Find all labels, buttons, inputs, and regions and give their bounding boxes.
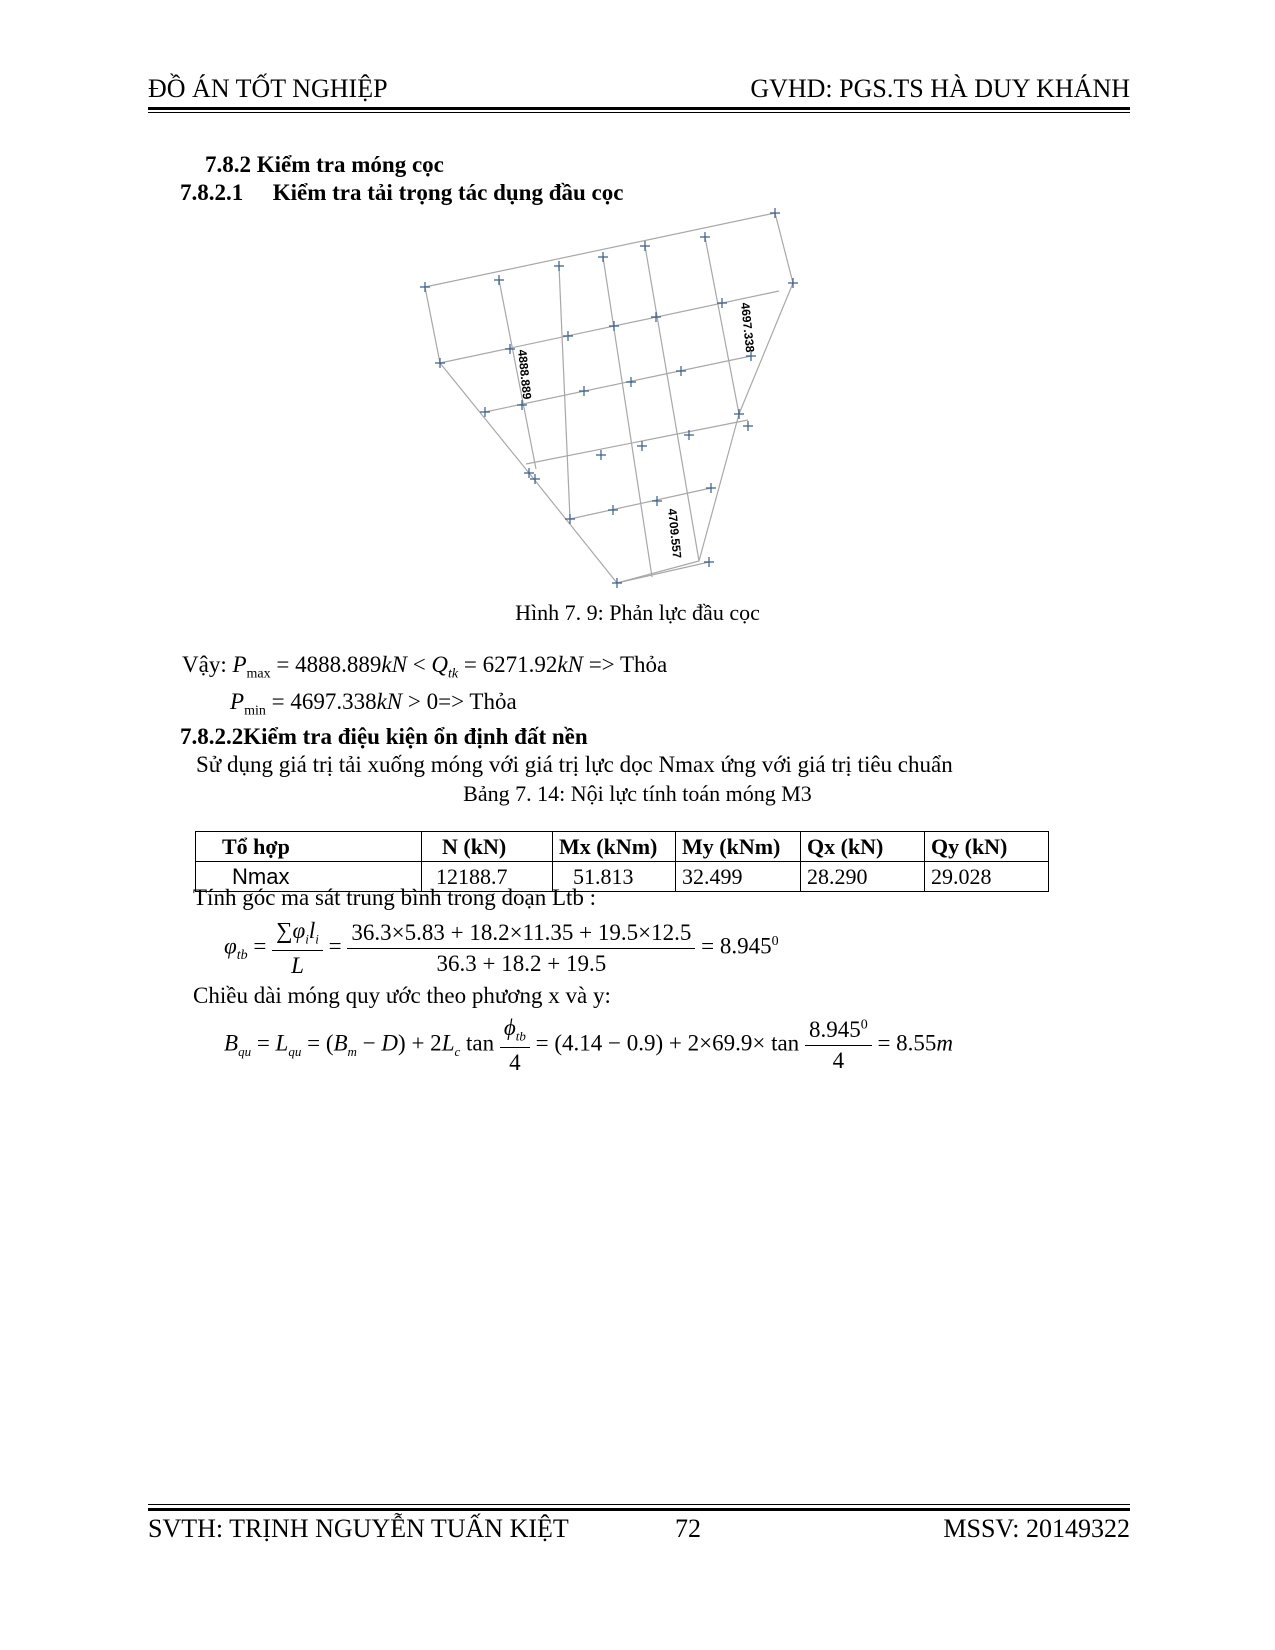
pile-cap-outline (440, 363, 529, 473)
friction-result: = 8.945 (701, 933, 772, 959)
cell-qx: 28.290 (801, 862, 925, 892)
pile-node-marker (598, 252, 608, 262)
pile-node-marker (652, 496, 662, 506)
pile-node-marker (626, 377, 636, 387)
cell-combination: Nmax (196, 862, 422, 892)
heading-number: 7.8.2.1 (180, 180, 244, 205)
pile-node-marker (651, 312, 661, 322)
pile-node-marker (420, 282, 430, 292)
page-number: 72 (675, 1514, 701, 1543)
reaction-label-3: 4709.557 (665, 507, 685, 560)
pile-node-marker (743, 421, 753, 431)
header-right: GVHD: PGS.TS HÀ DUY KHÁNH (750, 74, 1130, 103)
pile-node-marker (608, 505, 618, 515)
friction-formula: $\varphi_{tb}$ = $\frac{\sum\varphi_il_i}{L}$ = $\frac{36.3\times 5.83 + 18.2\times 11.35 + 19.5\times 12.5}{36.3 + 18.2 + 19.5}$ = $8.945^0$ (224, 918, 779, 978)
cell-my: 32.499 (676, 862, 801, 892)
pile-cap-outline (425, 287, 440, 363)
pile-node-marker (788, 278, 798, 288)
pile-node-marker (563, 331, 573, 341)
pile-node-marker (554, 261, 564, 271)
pile-node-marker (579, 386, 589, 396)
pile-node-marker (706, 483, 716, 493)
pile-cap-outline (699, 414, 739, 561)
length-result: = 8.55 (877, 1030, 937, 1056)
pile-node-marker (640, 241, 650, 251)
heading-text: Kiểm tra tải trọng tác dụng đầu cọc (272, 180, 624, 205)
pile-column-line (559, 266, 570, 519)
cell-mx: 51.813 (553, 862, 676, 892)
pile-node-marker (676, 366, 686, 376)
reaction-label-pmax: 4888.889 (515, 348, 535, 401)
pile-node-marker (704, 557, 714, 567)
footer-student-id: MSSV: 20149322 (943, 1514, 1130, 1543)
pile-node-marker (609, 321, 619, 331)
pile-cap-outline (775, 213, 793, 283)
pile-node-marker (565, 514, 575, 524)
pile-row-line (617, 562, 709, 583)
footer-student: SVTH: TRỊNH NGUYỄN TUẤN KIỆT (148, 1514, 569, 1543)
col-my: My (kNm) (676, 832, 801, 862)
usage-text: Sử dụng giá trị tải xuống móng với giá trị lực dọc Nmax ứng với giá trị tiêu chuẩn (196, 752, 953, 777)
col-qy: Qy (kN) (925, 832, 1049, 862)
pile-node-marker (596, 450, 606, 460)
friction-text: Tính góc ma sát trung bình trong đoạn Ltb : (193, 885, 597, 910)
length-formula: $B_{qu} = L_{qu} = (B_m - D) + 2L_c$ tan $\frac{\phi_{tb}}{4}$ = (4.14 − 0.9) + 2×69.9× tan $\frac{8.945^0}{4}$ = 8.55m (224, 1015, 954, 1075)
pile-column-line (705, 237, 739, 414)
pile-column-line (603, 257, 652, 577)
pile-grid (425, 213, 793, 583)
pmax-check: Vậy: $P_{max} = 4888.889kN < Q_{tk} = 6271.92kN$ => Thỏa (182, 652, 668, 682)
col-n: N (kN) (422, 832, 553, 862)
length-expansion: = (4.14 − 0.9) + 2×69.9× tan (535, 1030, 800, 1056)
pile-row-line (526, 420, 748, 464)
header-left: ĐỒ ÁN TỐT NGHIỆP (148, 74, 388, 103)
pile-node-marker (480, 407, 490, 417)
figure-caption: Hình 7. 9: Phản lực đầu cọc (515, 600, 760, 625)
pile-cap-outline (529, 473, 617, 583)
cell-n: 12188.7 (422, 862, 553, 892)
table-header-row (196, 832, 1049, 862)
pile-node-marker (637, 441, 647, 451)
pile-node-marker (734, 409, 744, 419)
friction-denominator: 36.3 + 18.2 + 19.5 (436, 950, 607, 976)
internal-force-table (195, 831, 1049, 892)
heading-7-8-2: 7.8.2 Kiểm tra móng cọc (205, 152, 444, 177)
col-combination: Tổ hợp (196, 832, 422, 862)
pile-cap-outline (425, 213, 775, 287)
pile-nodes (420, 208, 798, 588)
heading-7-8-2-2: 7.8.2.2Kiểm tra điệu kiện ổn định đất nền (180, 724, 588, 749)
footer-rule-thin (148, 1504, 1130, 1505)
pmin-check: $P_{min} = 4697.338kN > 0=>$ Thỏa (230, 689, 517, 719)
col-mx: Mx (kNm) (553, 832, 676, 862)
pile-node-marker (517, 400, 527, 410)
pile-node-marker (494, 275, 504, 285)
friction-numerator: 36.3×5.83 + 18.2×11.35 + 19.5×12.5 (347, 920, 695, 949)
length-text: Chiều dài móng quy ước theo phương x và y: (193, 983, 611, 1008)
pile-node-marker (700, 232, 710, 242)
cell-qy: 29.028 (925, 862, 1049, 892)
reaction-label-pmin: 4697.338 (738, 301, 758, 354)
col-qx: Qx (kN) (801, 832, 925, 862)
pile-node-marker (770, 208, 780, 218)
footer-rule (148, 1508, 1130, 1511)
table-caption: Bảng 7. 14: Nội lực tính toán móng M3 (463, 781, 812, 806)
